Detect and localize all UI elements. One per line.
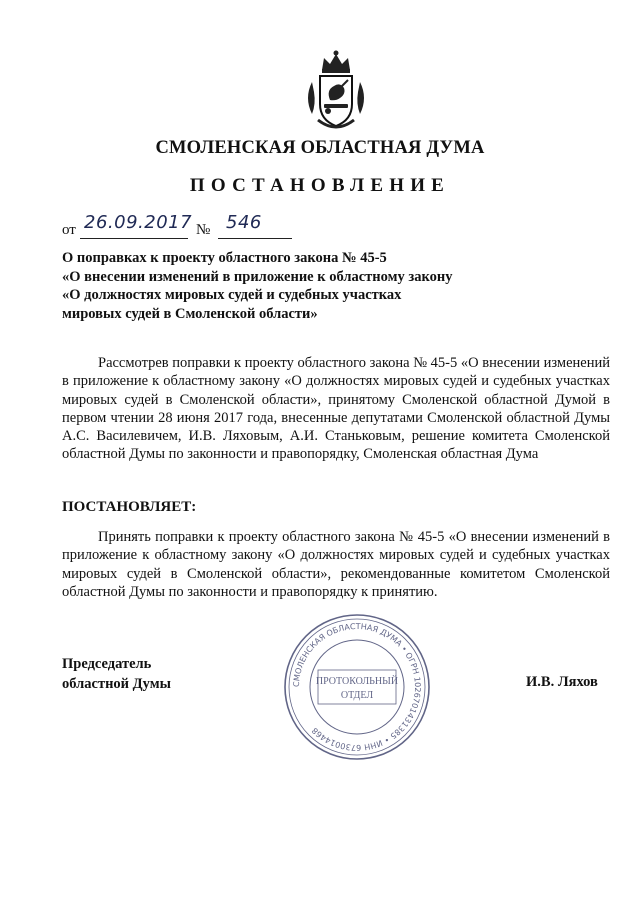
signatory-title-line: Председатель — [62, 656, 152, 672]
subject-line: О поправках к проекту областного закона № 45-5 — [62, 250, 387, 266]
stamp-center-line: ОТДЕЛ — [340, 690, 374, 701]
subject-line: «О внесении изменений в приложение к областному закону — [62, 268, 453, 285]
document-type-title: ПОСТАНОВЛЕНИЕ — [189, 175, 451, 196]
preamble-paragraph: Рассмотрев поправки к проекту областного закона № 45-5 «О внесении изменений в приложение к областному закону «О должностях мировых судей и судебных участках мировых судей в Смоленской области», принятому Смоленской областной Думой в первом чтении 28 июня 2017 года, внесенные депутатами Смоленской областной Думы А.С. Василевичем, И.В. Ляховым, А.И. Станьковым, решение комитета Смоленской областной Думы по законности и правопорядку, Смоленская областная Дума — [62, 355, 610, 463]
signatory-title-line: областной Думы — [62, 676, 171, 692]
document-subject — [62, 249, 502, 323]
organization-title: СМОЛЕНСКАЯ ОБЛАСТНАЯ ДУМА — [155, 138, 485, 158]
decree-heading: ПОСТАНОВЛЯЕТ: — [62, 499, 197, 515]
stamp-ring-text: СМОЛЕНСКАЯ ОБЛАСТНАЯ ДУМА • ОГРН 1026701431385 • ИНН 6730014468 — [291, 621, 423, 753]
subject-line: «О должностях мировых судей и судебных участках — [62, 287, 402, 303]
number-label: № — [196, 222, 211, 238]
coat-of-arms-icon — [300, 48, 372, 132]
decision-paragraph: Принять поправки к проекту областного закона № 45-5 «О внесении изменений в приложение к областному закону «О должностях мировых судей и судебных участках мировых судей в Смоленской области», рекомендованные комитетом Смоленской областной Думы по законности и правопорядку к принятию. — [62, 529, 610, 600]
number-underline — [218, 238, 292, 239]
subject-line: мировых судей в Смоленской области» — [62, 305, 318, 322]
signatory-name: И.В. Ляхов — [526, 674, 598, 690]
handwritten-date: 26.09.2017 — [84, 212, 193, 233]
stamp-center-line: ПРОТОКОЛЬНЫЙ — [315, 676, 399, 687]
official-stamp — [282, 612, 432, 762]
handwritten-number: 546 — [226, 212, 262, 233]
date-underline — [80, 238, 188, 239]
date-number-line — [62, 212, 302, 242]
from-label: от — [62, 222, 76, 238]
signatory-title — [62, 654, 171, 694]
